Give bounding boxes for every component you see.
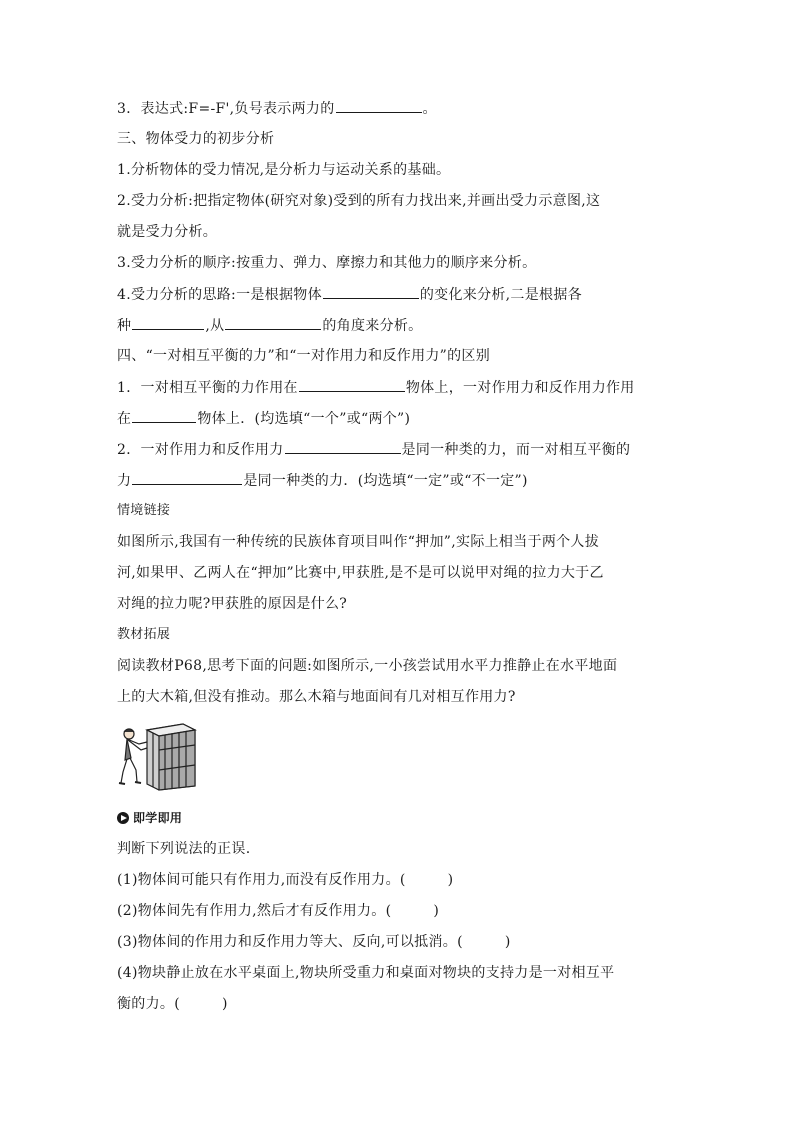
context-text-3: 对绳的拉力呢?甲获胜的原因是什么? xyxy=(117,596,348,612)
textbook-extension-title: 教材拓展 xyxy=(117,627,171,642)
statement-2-text: (2)物体间先有作用力,然后才有反作用力。( xyxy=(117,903,392,919)
quick-practice-heading xyxy=(117,808,687,828)
diff-1-text-mid: 物体上，一对作用力和反作用力作用 xyxy=(405,380,635,396)
statement-3 xyxy=(117,932,687,952)
statement-1 xyxy=(117,870,687,890)
answer-blank[interactable] xyxy=(225,315,321,330)
point-4-text-mid: 的变化来分析,二是根据各 xyxy=(419,287,582,303)
judge-instruction: 判断下列说法的正误. xyxy=(117,841,251,857)
answer-blank[interactable] xyxy=(132,315,204,330)
diff-2-line-cont xyxy=(117,470,687,491)
answer-blank[interactable] xyxy=(299,377,405,392)
diff-2-text-end: 是同一种类的力．(均选填“一定”或“不一定”) xyxy=(243,473,528,489)
child-figure xyxy=(119,729,147,784)
diff-2-text: 2．一对作用力和反作用力 xyxy=(117,442,284,458)
diff-2-line xyxy=(117,439,687,460)
extension-text-1: 阅读教材P68,思考下面的问题:如图所示,一小孩尝试用水平力推静止在水平地面 xyxy=(117,658,618,674)
play-circle-icon xyxy=(117,812,129,824)
answer-blank[interactable] xyxy=(323,284,419,299)
statement-2-close: ) xyxy=(433,903,440,919)
answer-blank[interactable] xyxy=(336,98,422,113)
statement-2 xyxy=(117,901,687,921)
diff-2-text-start: 力 xyxy=(117,473,132,489)
formula-end: 。 xyxy=(422,101,437,117)
point-4-text-start: 种 xyxy=(117,318,132,334)
point-2-text: 2.受力分析:把指定物体(研究对象)受到的所有力找出来,并画出受力示意图,这 xyxy=(117,193,601,209)
point-4-line-cont xyxy=(117,315,687,336)
quick-practice-label: 即学即用 xyxy=(133,811,183,825)
diff-1-text: 1．一对相互平衡的力作用在 xyxy=(117,380,298,396)
point-2-text-cont: 就是受力分析。 xyxy=(117,224,218,240)
statement-4: (4)物块静止放在水平桌面上,物块所受重力和桌面对物块的支持力是一对相互平 xyxy=(117,965,615,981)
extension-text-2: 上的大木箱,但没有推动。那么木箱与地面间有几对相互作用力? xyxy=(117,689,516,705)
point-4-text-end: 的角度来分析。 xyxy=(322,318,423,334)
context-text-1: 如图所示,我国有一种传统的民族体育项目叫作“押加”,实际上相当于两个人拔 xyxy=(117,534,600,550)
point-4-line xyxy=(117,284,687,305)
formula-text: 3．表达式:F=-F',负号表示两力的 xyxy=(117,101,335,117)
answer-blank[interactable] xyxy=(132,408,196,423)
statement-1-close: ) xyxy=(447,872,454,888)
point-1-text: 1.分析物体的受力情况,是分析力与运动关系的基础。 xyxy=(117,162,451,178)
section-four-heading: 四、“一对相互平衡的力”和“一对作用力和反作用力”的区别 xyxy=(117,348,491,364)
point-4-text: 4.受力分析的思路:一是根据物体 xyxy=(117,287,322,303)
diff-2-text-mid: 是同一种类的力，而一对相互平衡的 xyxy=(401,442,631,458)
statement-3-text: (3)物体间的作用力和反作用力等大、反向,可以抵消。( xyxy=(117,934,463,950)
diff-1-line-cont xyxy=(117,408,687,429)
statement-4-text: 衡的力。( xyxy=(117,996,180,1012)
point-4-text-from: ,从 xyxy=(205,318,225,334)
diff-1-line xyxy=(117,377,687,398)
statement-4-close: ) xyxy=(221,996,228,1012)
formula-line xyxy=(117,98,687,119)
point-3-text: 3.受力分析的顺序:按重力、弹力、摩擦力和其他力的顺序来分析。 xyxy=(117,255,537,271)
statement-3-close: ) xyxy=(504,934,511,950)
section-three-heading: 三、物体受力的初步分析 xyxy=(117,131,275,147)
answer-blank[interactable] xyxy=(132,470,242,485)
diff-1-text-end: 物体上．(均选填“一个”或“两个”) xyxy=(197,411,411,427)
answer-blank[interactable] xyxy=(285,439,401,454)
child-pushing-box-illustration xyxy=(117,720,199,792)
context-text-2: 河,如果甲、乙两人在“押加”比赛中,甲获胜,是不是可以说甲对绳的拉力大于乙 xyxy=(117,565,604,581)
statement-1-text: (1)物体间可能只有作用力,而没有反作用力。( xyxy=(117,872,406,888)
wooden-crate xyxy=(147,724,195,790)
diff-1-text-start: 在 xyxy=(117,411,132,427)
context-link-title: 情境链接 xyxy=(117,503,171,518)
statement-4-cont xyxy=(117,994,687,1014)
